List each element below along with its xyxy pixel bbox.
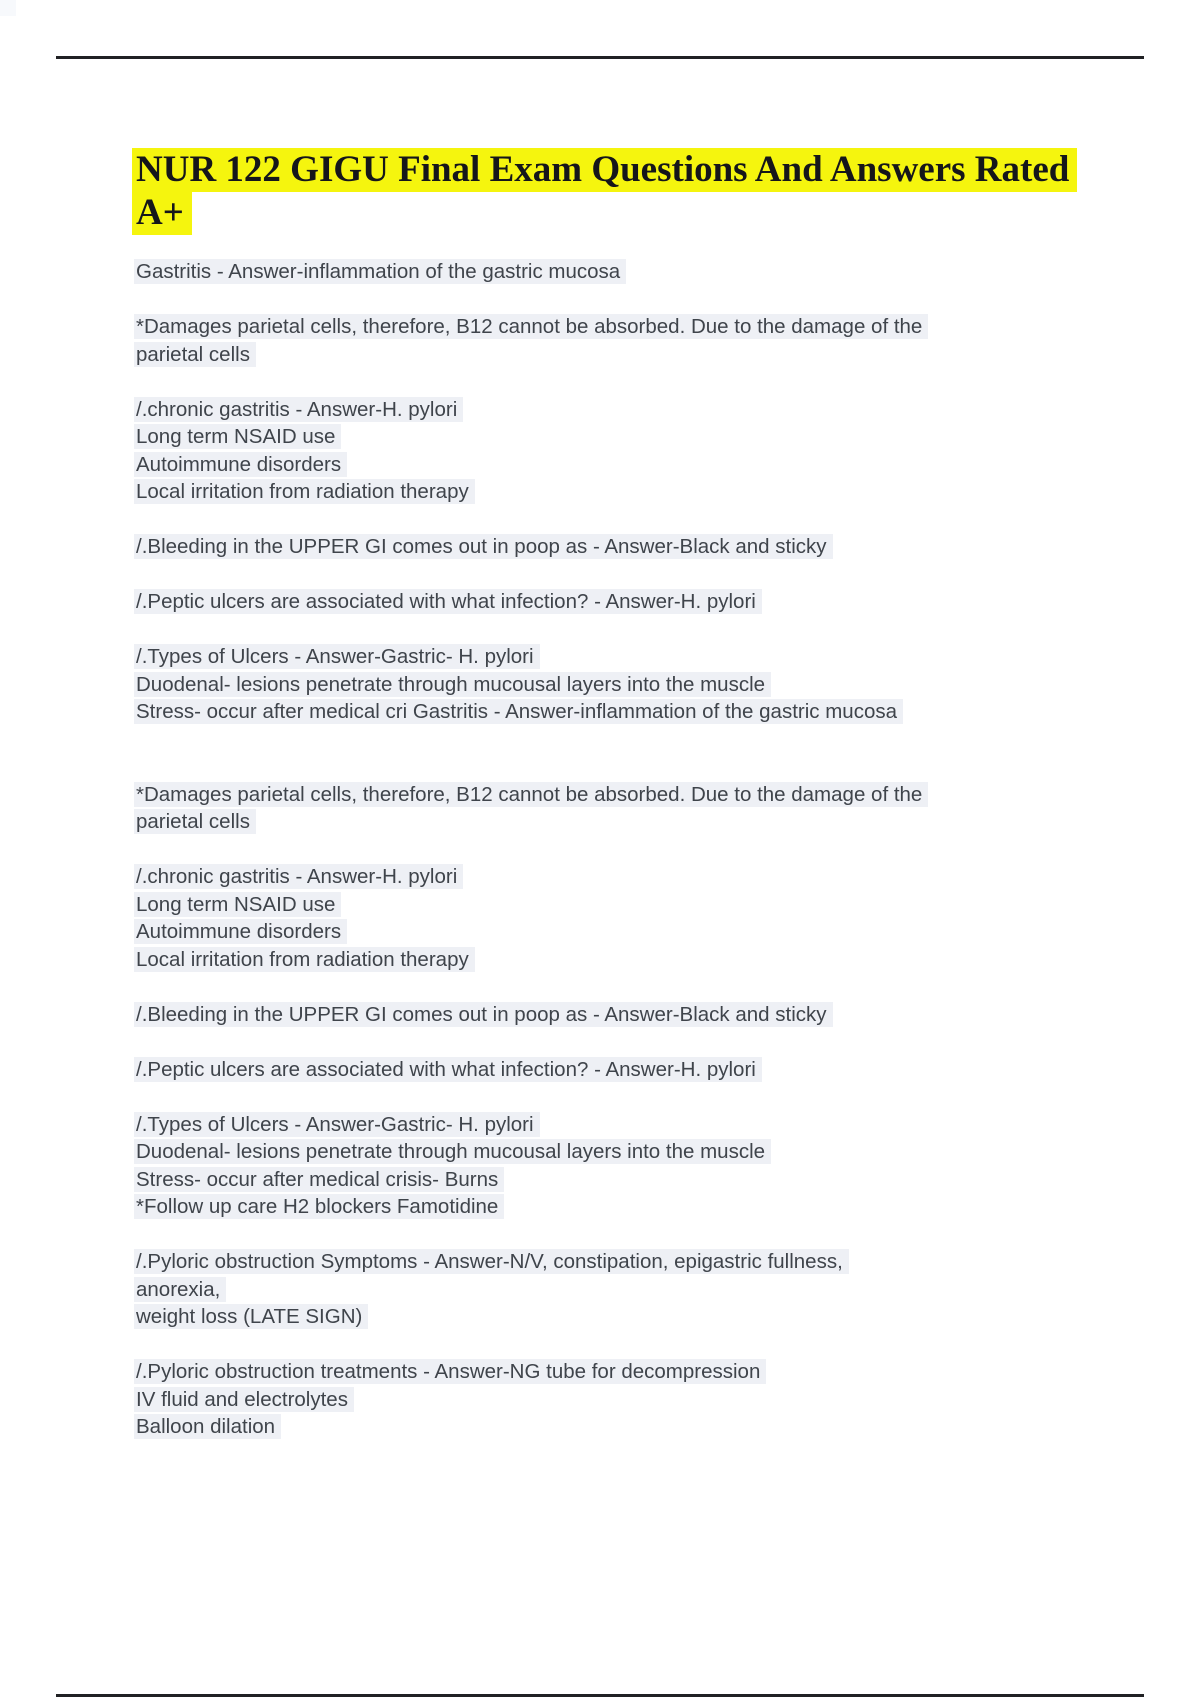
body-line <box>136 1138 1096 1166</box>
paragraph <box>136 396 1096 506</box>
body-line-highlight: IV fluid and electrolytes <box>134 1387 354 1412</box>
body-line-highlight: /.chronic gastritis - Answer-H. pylori <box>134 397 463 422</box>
body-line-highlight: anorexia, <box>134 1277 226 1302</box>
body-line-highlight: Duodenal- lesions penetrate through mucousal layers into the muscle <box>134 672 771 697</box>
body-line-highlight: Balloon dilation <box>134 1414 281 1439</box>
title-highlight: A+ <box>132 191 192 235</box>
body-line <box>136 451 1096 479</box>
body-line <box>136 423 1096 451</box>
document-title-line-2 <box>136 191 1096 234</box>
body-line <box>136 863 1096 891</box>
body-line-highlight: /.Bleeding in the UPPER GI comes out in poop as - Answer-Black and sticky <box>134 534 833 559</box>
body-line <box>136 643 1096 671</box>
document-body <box>136 258 1096 1441</box>
body-line-highlight: /.Pyloric obstruction Symptoms - Answer-N/V, constipation, epigastric fullness, <box>134 1249 849 1274</box>
page-content <box>136 148 1096 1468</box>
body-line <box>136 588 1096 616</box>
body-line <box>136 258 1096 286</box>
body-line-highlight: Long term NSAID use <box>134 892 341 917</box>
body-line <box>136 1248 1096 1276</box>
body-line-highlight: Autoimmune disorders <box>134 919 347 944</box>
body-line-highlight: Autoimmune disorders <box>134 452 347 477</box>
body-line <box>136 1358 1096 1386</box>
body-line <box>136 478 1096 506</box>
paragraph <box>136 588 1096 616</box>
scan-corner-artifact <box>0 0 16 16</box>
body-line <box>136 891 1096 919</box>
body-line-highlight: Duodenal- lesions penetrate through mucousal layers into the muscle <box>134 1139 771 1164</box>
document-title-line-1 <box>136 148 1096 191</box>
body-line-highlight: *Damages parietal cells, therefore, B12 cannot be absorbed. Due to the damage of the <box>134 314 928 339</box>
body-line <box>136 698 1096 726</box>
body-line <box>136 1413 1096 1441</box>
body-line <box>136 1166 1096 1194</box>
body-line-highlight: Local irritation from radiation therapy <box>134 479 475 504</box>
paragraph <box>136 258 1096 286</box>
body-line <box>136 781 1096 809</box>
body-line <box>136 533 1096 561</box>
paragraph <box>136 1248 1096 1331</box>
body-line-highlight: /.Peptic ulcers are associated with what infection? - Answer-H. pylori <box>134 1057 762 1082</box>
body-line <box>136 1056 1096 1084</box>
body-line <box>136 1193 1096 1221</box>
body-line-highlight: /.Peptic ulcers are associated with what infection? - Answer-H. pylori <box>134 589 762 614</box>
body-line-highlight: *Damages parietal cells, therefore, B12 cannot be absorbed. Due to the damage of the <box>134 782 928 807</box>
title-highlight: NUR 122 GIGU Final Exam Questions And Answers Rated <box>132 148 1077 192</box>
body-line <box>136 313 1096 341</box>
paragraph <box>136 781 1096 836</box>
body-line-highlight: *Follow up care H2 blockers Famotidine <box>134 1194 504 1219</box>
body-line <box>136 341 1096 369</box>
paragraph <box>136 533 1096 561</box>
body-line-highlight: Stress- occur after medical crisis- Burns <box>134 1167 504 1192</box>
body-line <box>136 1386 1096 1414</box>
body-line <box>136 1111 1096 1139</box>
body-line-highlight: Long term NSAID use <box>134 424 341 449</box>
body-line-highlight: Local irritation from radiation therapy <box>134 947 475 972</box>
top-rule <box>56 56 1144 59</box>
body-line <box>136 1276 1096 1304</box>
paragraph <box>136 1358 1096 1441</box>
paragraph <box>136 1001 1096 1029</box>
body-line-highlight: Gastritis - Answer-inflammation of the gastric mucosa <box>134 259 626 284</box>
body-line-highlight: weight loss (LATE SIGN) <box>134 1304 368 1329</box>
body-line-highlight: /.Pyloric obstruction treatments - Answer-NG tube for decompression <box>134 1359 766 1384</box>
body-line <box>136 808 1096 836</box>
paragraph <box>136 313 1096 368</box>
body-line-highlight: /.Types of Ulcers - Answer-Gastric- H. pylori <box>134 644 540 669</box>
bottom-rule <box>56 1694 1144 1697</box>
body-line-highlight: /.Types of Ulcers - Answer-Gastric- H. pylori <box>134 1112 540 1137</box>
body-line <box>136 946 1096 974</box>
paragraph <box>136 863 1096 973</box>
body-line-highlight: /.Bleeding in the UPPER GI comes out in poop as - Answer-Black and sticky <box>134 1002 833 1027</box>
body-line <box>136 396 1096 424</box>
body-line <box>136 1303 1096 1331</box>
paragraph <box>136 1056 1096 1084</box>
body-line-highlight: Stress- occur after medical cri Gastritis - Answer-inflammation of the gastric mucosa <box>134 699 903 724</box>
paragraph <box>136 643 1096 726</box>
body-line <box>136 671 1096 699</box>
body-line <box>136 918 1096 946</box>
paragraph <box>136 1111 1096 1221</box>
body-line-highlight: /.chronic gastritis - Answer-H. pylori <box>134 864 463 889</box>
body-line <box>136 1001 1096 1029</box>
body-line-highlight: parietal cells <box>134 809 256 834</box>
body-line-highlight: parietal cells <box>134 342 256 367</box>
